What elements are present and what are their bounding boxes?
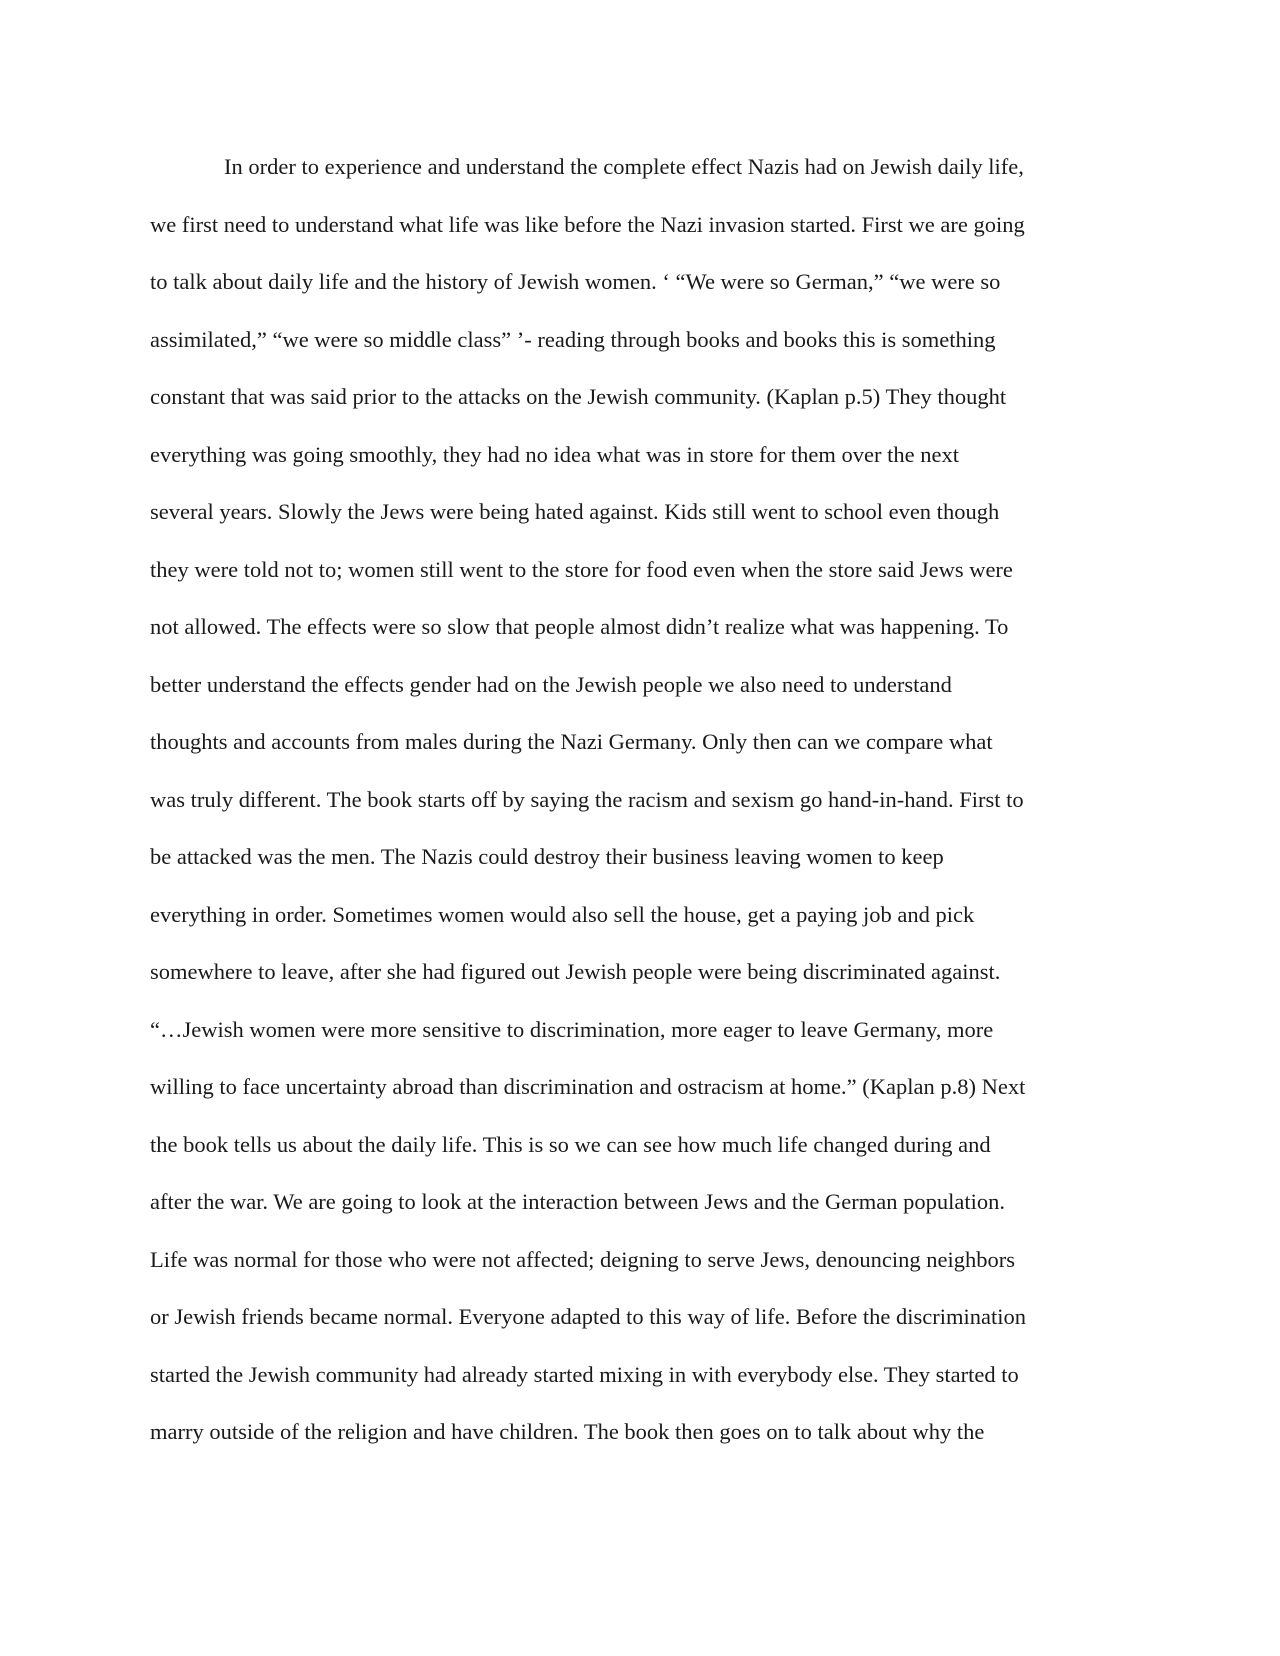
text-line: assimilated,” “we were so middle class” ’- reading through books and books this is something: [150, 326, 996, 352]
text-line: constant that was said prior to the attacks on the Jewish community. (Kaplan p.5) They thought: [150, 384, 1007, 409]
text-line: to talk about daily life and the history of Jewish women. ‘ “We were so German,” “we were so: [150, 269, 1001, 294]
text-line: better understand the effects gender had on the Jewish people we also need to understand: [150, 671, 952, 697]
text-line: thoughts and accounts from males during the Nazi Germany. Only then can we compare what: [150, 729, 993, 754]
body-paragraph: [150, 138, 1130, 1461]
text-line: after the war. We are going to look at the interaction between Jews and the German population.: [150, 1189, 1005, 1214]
text-line: everything in order. Sometimes women would also sell the house, get a paying job and pick: [150, 901, 975, 927]
text-line: the book tells us about the daily life. This is so we can see how much life changed during and: [150, 1131, 991, 1157]
text-line: Life was normal for those who were not affected; deigning to serve Jews, denouncing neighbors: [150, 1246, 1015, 1272]
text-line: be attacked was the men. The Nazis could destroy their business leaving women to keep: [150, 844, 944, 869]
text-line: not allowed. The effects were so slow that people almost didn’t realize what was happening. To: [150, 614, 1009, 639]
text-line: they were told not to; women still went to the store for food even when the store said Jews were: [150, 556, 1013, 582]
text-line: several years. Slowly the Jews were being hated against. Kids still went to school even though: [150, 499, 1000, 524]
text-line: somewhere to leave, after she had figured out Jewish people were being discriminated against.: [150, 959, 1001, 984]
text-line: everything was going smoothly, they had no idea what was in store for them over the next: [150, 441, 959, 467]
text-line: marry outside of the religion and have children. The book then goes on to talk about why the: [150, 1419, 985, 1444]
text-line: willing to face uncertainty abroad than discrimination and ostracism at home.” (Kaplan p.8) Next: [150, 1074, 1026, 1099]
text-line: In order to experience and understand the complete effect Nazis had on Jewish daily life,: [224, 154, 1024, 179]
text-line: started the Jewish community had already started mixing in with everybody else. They started to: [150, 1361, 1019, 1387]
text-line: or Jewish friends became normal. Everyone adapted to this way of life. Before the discrimination: [150, 1304, 1026, 1329]
text-line: we first need to understand what life was like before the Nazi invasion started. First we are going: [150, 211, 1025, 237]
text-line: was truly different. The book starts off by saying the racism and sexism go hand-in-hand. First to: [150, 786, 1024, 812]
text-line: “…Jewish women were more sensitive to discrimination, more eager to leave Germany, more: [150, 1016, 994, 1042]
